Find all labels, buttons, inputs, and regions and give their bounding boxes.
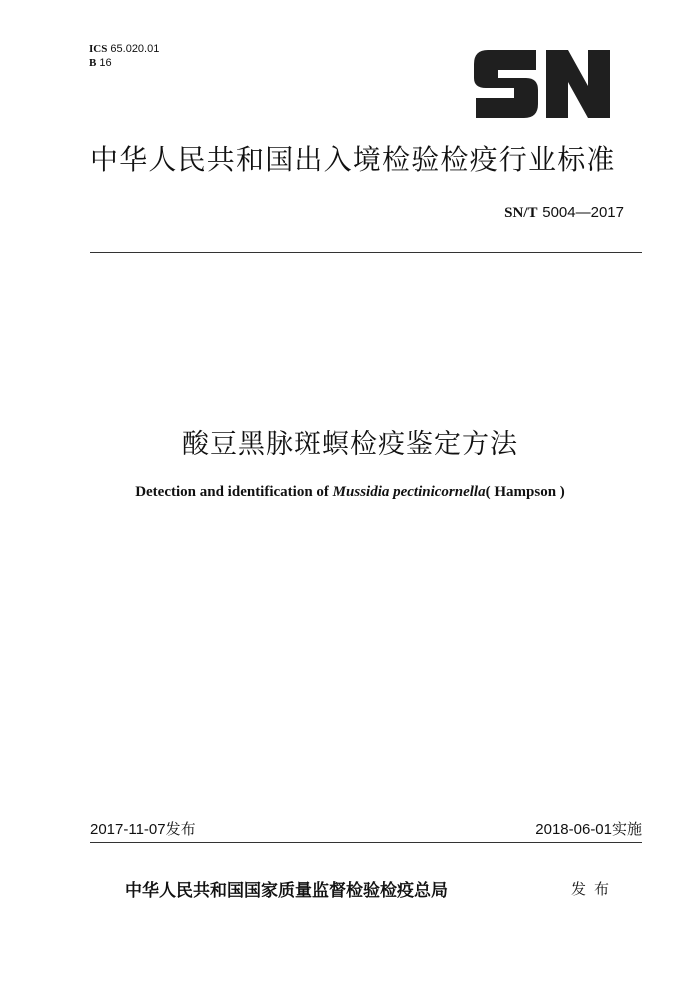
industry-standard-title: 中华人民共和国出入境检验检疫行业标准 (90, 143, 616, 176)
standard-code: SN/T (504, 205, 538, 221)
document-title-cn: 酸豆黑脉斑螟检疫鉴定方法 (182, 429, 518, 460)
classification-codes (89, 42, 159, 70)
sn-logo (474, 46, 612, 122)
issue-label: 发布 (571, 880, 618, 898)
sn-logo-letter-n (546, 50, 610, 118)
sn-logo-mark (474, 46, 612, 122)
effective-date: 2018-06-01实施 (535, 821, 642, 838)
ccs-code: 16 (99, 57, 112, 69)
title-en-prefix: Detection and identification of (135, 484, 333, 500)
ics-label: ICS (89, 43, 108, 55)
bottom-divider (90, 842, 642, 843)
document-title-en (0, 484, 700, 501)
ics-code: 65.020.01 (110, 43, 160, 55)
issuing-authority: 中华人民共和国国家质量监督检验检疫总局 (125, 881, 448, 901)
ccs-label: B (89, 57, 97, 69)
top-divider (90, 252, 642, 253)
title-en-species: Mussidia pectinicornella (332, 484, 486, 500)
sn-logo-letter-s (474, 50, 538, 118)
ics-line (89, 42, 159, 56)
issue-date: 2017-11-07发布 (90, 821, 196, 838)
ccs-line (89, 56, 159, 70)
standard-number (504, 203, 624, 222)
title-en-suffix: ( Hampson ) (485, 484, 565, 500)
standard-year-number: 5004—2017 (542, 204, 624, 221)
